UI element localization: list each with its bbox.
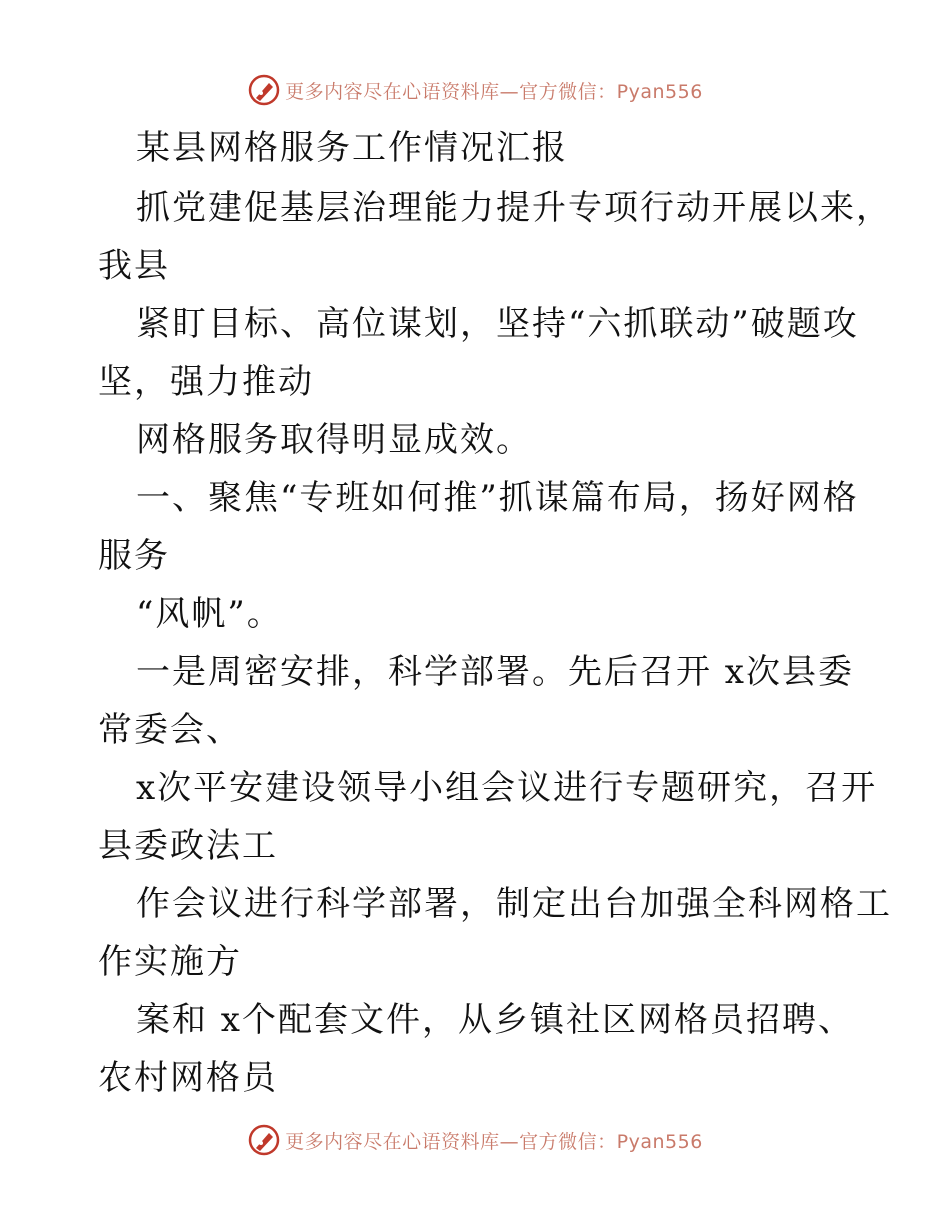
header-watermark (0, 70, 950, 110)
pen-logo-icon (247, 1123, 281, 1157)
text-line: 县委政法工 (98, 826, 278, 866)
text-line: 常委会、 (98, 710, 242, 750)
text-line: 抓党建促基层治理能力提升专项行动开展以来， (136, 188, 892, 228)
text-line: 网格服务取得明显成效。 (136, 420, 532, 460)
text-line: 案和 x个配套文件，从乡镇社区网格员招聘、 (136, 1000, 854, 1040)
text-line: 我县 (98, 246, 170, 286)
watermark-text: 更多内容尽在心语资料库—官方微信：Pyan556 (285, 1130, 703, 1153)
watermark-text: 更多内容尽在心语资料库—官方微信：Pyan556 (285, 80, 703, 103)
text-line: “风帆”。 (136, 594, 283, 634)
document-title: 某县网格服务工作情况汇报 (136, 128, 568, 168)
text-line: x次平安建设领导小组会议进行专题研究，召开 (136, 768, 878, 808)
pen-logo-icon (247, 73, 281, 107)
text-line: 农村网格员 (98, 1058, 278, 1098)
text-line: 一是周密安排，科学部署。先后召开 x次县委 (136, 652, 854, 692)
text-line: 紧盯目标、高位谋划，坚持“六抓联动”破题攻 (136, 304, 859, 344)
text-line: 坚，强力推动 (98, 362, 314, 402)
footer-watermark (0, 1120, 950, 1160)
text-line: 服务 (98, 536, 170, 576)
section-heading: 一、聚焦“专班如何推”抓谋篇布局，扬好网格 (136, 478, 859, 518)
text-line: 作实施方 (98, 942, 242, 982)
text-line: 作会议进行科学部署，制定出台加强全科网格工 (136, 884, 892, 924)
